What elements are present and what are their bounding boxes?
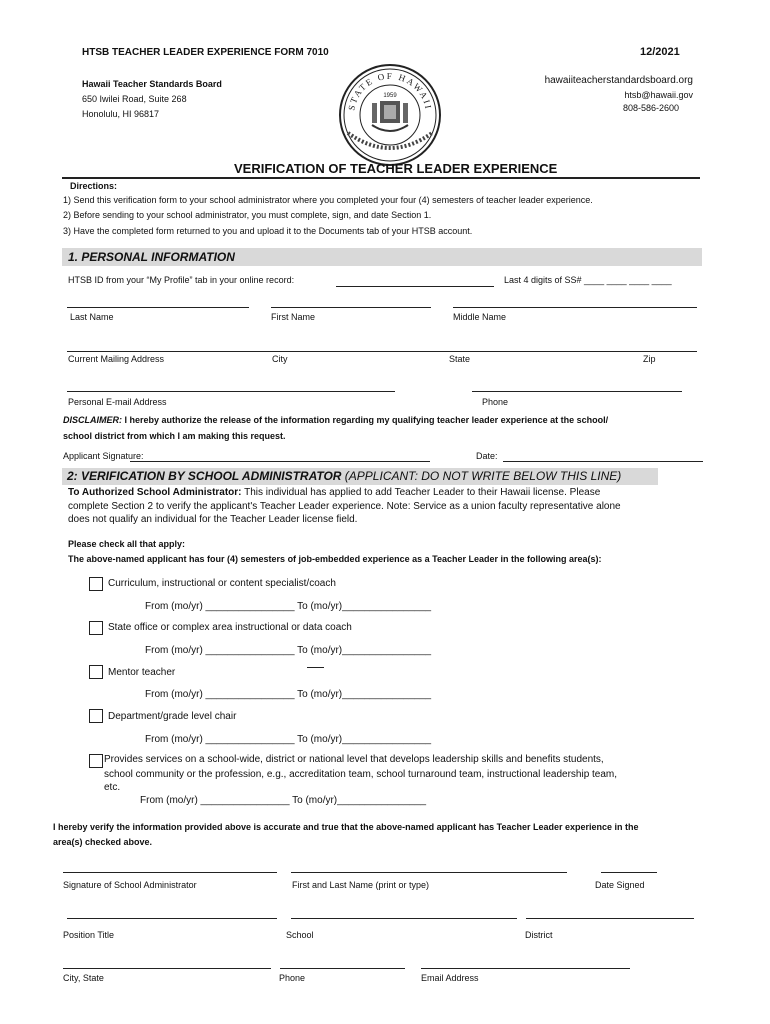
section2-heading [67,469,621,483]
section1-heading: 1. PERSONAL INFORMATION [68,250,235,264]
district-field[interactable] [526,918,694,919]
to-admin-label: To Authorized School Administrator: [68,487,242,498]
htsb-website[interactable]: hawaiiteacherstandardsboard.org [544,75,693,86]
admin-phone-label: Phone [279,973,306,983]
middle-name-label: Middle Name [453,312,507,322]
disclaimer-line1 [63,415,608,425]
directions-label: Directions: [70,181,118,191]
intro-line1 [68,487,600,498]
date-signed-label: Date Signed [595,880,645,890]
admin-signature-label: Signature of School Administrator [63,880,197,890]
intro-line2: complete Section 2 to verify the applicant's Teacher Leader experience. Note: Service as a union faculty representative alone [68,501,621,512]
stray-mark [307,667,324,668]
print-name-field[interactable] [291,872,567,873]
middle-name-field[interactable] [453,307,697,308]
print-name-label: First and Last Name (print or type) [292,880,430,890]
htsb-id-label: HTSB ID from your “My Profile” tab in your online record: [68,275,295,285]
curriculum-checkbox[interactable] [89,577,103,591]
school-label: School [286,930,314,940]
state-office-checkbox[interactable] [89,621,103,635]
school-wide-services-checkbox[interactable] [89,754,103,768]
intro-text: This individual has applied to add Teacher Leader to their Hawaii license. Please [241,487,601,498]
svg-text:STATE OF HAWAII: STATE OF HAWAII [346,70,434,112]
applicant-signature-label: Applicant Signature: [63,451,144,461]
applicant-date-field[interactable] [503,461,703,462]
page-title: VERIFICATION OF TEACHER LEADER EXPERIENCE [234,161,558,176]
from-to-line[interactable]: From (mo/yr) ________________ To (mo/yr)________________ [145,645,432,656]
phone-label: Phone [482,397,509,407]
email-field[interactable] [67,391,395,392]
date-signed-field[interactable] [601,872,657,873]
disclaimer-text: I hereby authorize the release of the information regarding my qualifying teacher leader experience at the school/ [122,415,609,425]
org-address-line1: 650 Iwilei Road, Suite 268 [82,94,187,104]
state-seal [338,63,442,167]
title-rule [62,177,700,179]
first-name-field[interactable] [271,307,431,308]
first-name-label: First Name [271,312,316,322]
admin-email-field[interactable] [421,968,630,969]
direction-item: 1) Send this verification form to your school administrator where you completed your four (4) semesters of teacher leader experience. [63,195,593,205]
htsb-id-field[interactable] [336,286,494,287]
last-name-field[interactable] [67,307,249,308]
city-state-label: City, State [63,973,104,983]
disclaimer-line2: school district from which I am making this request. [63,431,286,441]
svg-text:1959: 1959 [383,93,397,99]
from-to-line[interactable]: From (mo/yr) ________________ To (mo/yr)________________ [140,795,427,806]
ssn-label[interactable]: Last 4 digits of SS# ____ ____ ____ ____ [504,275,672,285]
city-label: City [272,354,288,364]
from-to-line[interactable]: From (mo/yr) ________________ To (mo/yr)________________ [145,601,432,612]
verify-line1: I hereby verify the information provided above is accurate and true that the above-named applicant has Teacher Leader experience in the [53,822,639,832]
mentor-teacher-checkbox[interactable] [89,665,103,679]
from-to-line[interactable]: From (mo/yr) ________________ To (mo/yr)________________ [145,734,432,745]
email-label: Personal E-mail Address [68,397,167,407]
option5-line3: etc. [104,782,121,793]
applicant-date-label: Date: [476,451,498,461]
last-name-label: Last Name [70,312,114,322]
mailing-address-field[interactable] [67,351,697,352]
city-state-field[interactable] [63,968,271,969]
department-chair-checkbox[interactable] [89,709,103,723]
from-to-line[interactable]: From (mo/yr) ________________ To (mo/yr)________________ [145,689,432,700]
option-label: Mentor teacher [108,667,176,678]
admin-signature-field[interactable] [63,872,277,873]
direction-item: 2) Before sending to your school administrator, you must complete, sign, and date Section 1. [63,210,432,220]
mailing-address-label: Current Mailing Address [68,354,165,364]
position-title-label: Position Title [63,930,115,940]
option-label: Department/grade level chair [108,711,237,722]
position-title-field[interactable] [67,918,277,919]
district-label: District [525,930,553,940]
zip-label: Zip [643,354,656,364]
admin-phone-field[interactable] [280,968,405,969]
htsb-email[interactable]: htsb@hawaii.gov [624,90,693,100]
state-label: State [449,354,471,364]
htsb-phone: 808-586-2600 [622,103,679,113]
applicant-statement: The above-named applicant has four (4) semesters of job-embedded experience as a Teacher Leader in the following area(s): [68,554,602,564]
org-address-line2: Honolulu, HI 96817 [82,109,160,119]
section2-heading-note: (APPLICANT: DO NOT WRITE BELOW THIS LINE) [341,469,622,483]
admin-email-label: Email Address [421,973,479,983]
option-label: Curriculum, instructional or content specialist/coach [108,578,336,589]
disclaimer-label: DISCLAIMER: [63,415,122,425]
option5-line1: Provides services on a school-wide, district or national level that develops leadership skills and benefits students, [104,754,604,765]
school-field[interactable] [291,918,517,919]
org-name: Hawaii Teacher Standards Board [82,79,222,89]
intro-line3: does not qualify an individual for the Teacher Leader license field. [68,514,358,525]
section2-heading-text: 2: VERIFICATION BY SCHOOL ADMINISTRATOR [67,469,342,483]
direction-item: 3) Have the completed form returned to you and upload it to the Documents tab of your HTSB account. [63,226,473,236]
check-all-label: Please check all that apply: [68,539,186,549]
form-date: 12/2021 [640,46,680,58]
option5-line2: school community or the profession, e.g., accreditation team, school turnaround team, instructional leadership team, [104,769,618,780]
option-label: State office or complex area instructional or data coach [108,622,352,633]
verify-line2: area(s) checked above. [53,837,153,847]
phone-field[interactable] [472,391,682,392]
applicant-signature-field[interactable] [130,461,430,462]
form-title: HTSB TEACHER LEADER EXPERIENCE FORM 7010 [82,47,329,58]
